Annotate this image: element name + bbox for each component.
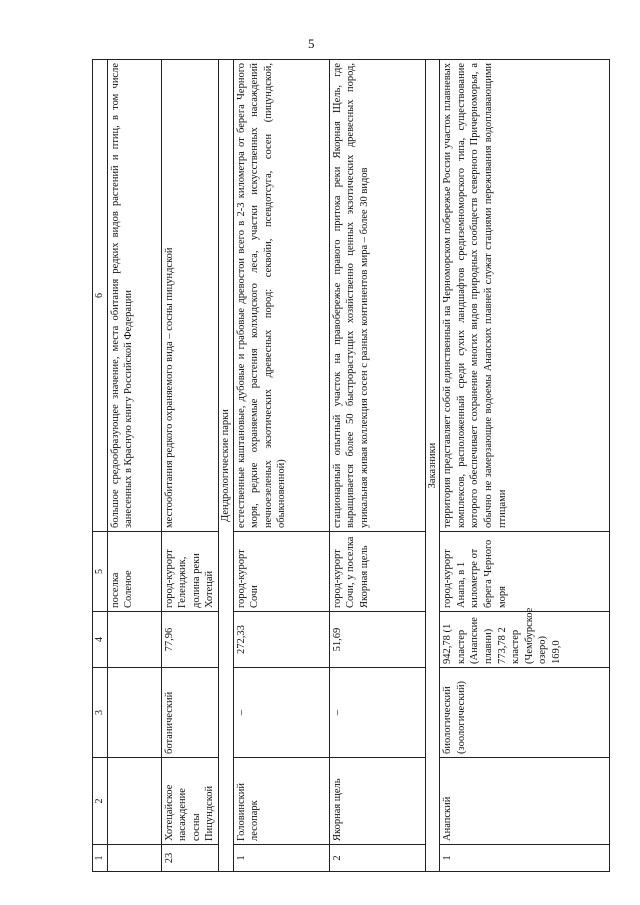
cell-location: город-курорт Сочи xyxy=(233,532,329,612)
cell-description: естественные каштановые, дубовые и грабовые древостои всего в 2-3 километра от берега Черного моря, редкие охраняемые растения колхидского леса, участки искусственных насаждений нечноезеленых экзотических древесных пород: секвойи, псевдотсуга, сосен (пицундской, обыкновенной) xyxy=(233,60,329,532)
cell-number xyxy=(107,845,161,872)
cell-area: 272,33 xyxy=(233,612,329,668)
section-header-row xyxy=(425,60,440,872)
table-row xyxy=(440,60,610,872)
col-header: 5 xyxy=(93,532,108,612)
page-number: 5 xyxy=(308,36,315,51)
cell-description: стационарный опытный участок на правобережье правого притока реки Якорная Щель, где выращивается более 50 быстрорастущих хозяйственно ценных экзотических древесных пород, уникальная живая коллекция сосен с разных континентов мира – более 30 видов xyxy=(329,60,425,532)
cell-number: 2 xyxy=(329,845,425,872)
col-header: 6 xyxy=(93,60,108,532)
section-title-reserves: Заказники xyxy=(425,60,440,872)
cell-profile xyxy=(107,668,161,758)
section-header-row xyxy=(218,60,233,872)
section-title-dendro: Дендрологические парки xyxy=(218,60,233,872)
cell-location: город-курорт Анапа, в 1 километре от берега Черного моря xyxy=(440,532,610,612)
column-number-header xyxy=(93,60,108,872)
cell-area xyxy=(107,612,161,668)
cell-profile: – xyxy=(329,668,425,758)
cell-location: поселка Соленое xyxy=(107,532,161,612)
cell-number: 1 xyxy=(233,845,329,872)
col-header: 4 xyxy=(93,612,108,668)
cell-area: 51,69 xyxy=(329,612,425,668)
cell-name: Головинский лесопарк xyxy=(233,758,329,845)
cell-number: 1 xyxy=(440,845,610,872)
cell-name xyxy=(107,758,161,845)
cell-number: 23 xyxy=(161,845,218,872)
cell-profile: биологический (зоологический) xyxy=(440,668,610,758)
table-row xyxy=(107,60,161,872)
cell-description: большое средообразующее значение, места обитания редких видов растений и птиц, в том числе занесенных в Красную книгу Российской Федерации xyxy=(107,60,161,532)
table-row xyxy=(329,60,425,872)
cell-profile: – xyxy=(233,668,329,758)
cell-area: 77,96 xyxy=(161,612,218,668)
table-row xyxy=(161,60,218,872)
protected-areas-table xyxy=(92,59,610,872)
cell-name: Якорная щель xyxy=(329,758,425,845)
cell-area: 942,78 (1 кластер (Анапские плавни) 773,78 2 кластер (Чембурское озеро) 169,0 xyxy=(440,612,610,668)
col-header: 2 xyxy=(93,758,108,845)
rotated-table-container xyxy=(92,60,610,872)
cell-location: город-курорт Геленджик, долина реки Хотецай xyxy=(161,532,218,612)
cell-location: город-курорт Сочи, у поселка Якорная щель xyxy=(329,532,425,612)
table-row xyxy=(233,60,329,872)
cell-description: местообитания редкого охраняемого вида – сосны пицундской xyxy=(161,60,218,532)
cell-description: территория представляет собой единственный на Черноморском побережье России участок плавневых комплексов, расположенный среди сухих ландшафтов средиземноморского типа, существование которого обеспечивает сохранение многих видов природных сообществ северного Причерноморья, а обычно не замерзающие водоемы Анапских плавней служат стациями переживания водоплавающими птицами xyxy=(440,60,610,532)
cell-name: Анапский xyxy=(440,758,610,845)
col-header: 1 xyxy=(93,845,108,872)
cell-name: Хотецайское насаждение сосны Пицундской xyxy=(161,758,218,845)
cell-profile: ботанический xyxy=(161,668,218,758)
col-header: 3 xyxy=(93,668,108,758)
